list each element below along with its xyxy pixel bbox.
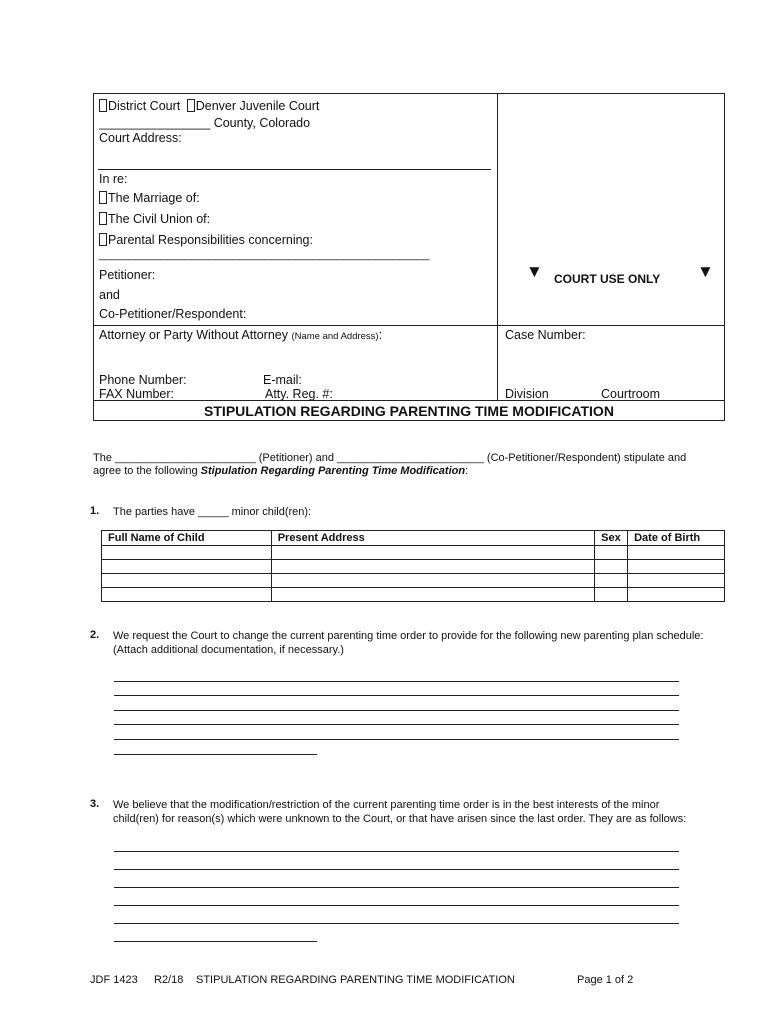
write-line[interactable] <box>114 739 679 740</box>
table-cell[interactable] <box>102 546 272 560</box>
fax-label: FAX Number: <box>99 387 175 401</box>
civil-union-option <box>99 212 210 226</box>
caption-box <box>93 93 725 401</box>
and-label: and <box>99 288 120 302</box>
table-cell[interactable] <box>102 588 272 602</box>
col-full-name: Full Name of Child <box>102 531 272 546</box>
court-address-line <box>98 169 491 170</box>
attorney-label <box>99 328 382 342</box>
table-row <box>102 546 725 560</box>
write-line[interactable] <box>114 923 679 924</box>
marriage-label: The Marriage of: <box>108 191 200 205</box>
atty-reg-label: Atty. Reg. #: <box>265 387 333 401</box>
form-title: STIPULATION REGARDING PARENTING TIME MODIFICATION <box>93 401 725 421</box>
section-3-line-2: child(ren) for reason(s) which were unknown to the Court, or that have arisen since the last order. They are as follows: <box>113 813 687 825</box>
in-re-label: In re: <box>99 172 128 186</box>
division-label: Division <box>505 387 549 401</box>
court-use-right-arrow-icon: ▼ <box>697 262 714 281</box>
petitioner-label: Petitioner: <box>99 268 156 282</box>
caption-separator <box>93 325 725 326</box>
courtroom-label: Courtroom <box>601 387 661 401</box>
attorney-sublabel: (Name and Address) <box>291 331 379 342</box>
write-line[interactable] <box>114 851 679 852</box>
marriage-checkbox[interactable] <box>99 191 107 204</box>
table-cell[interactable] <box>271 574 594 588</box>
intro-line-1: The _______________________ (Petitioner) and ________________________ (Co-Petitioner/Respondent) stipulate and <box>93 452 687 464</box>
civil-union-checkbox[interactable] <box>99 212 107 225</box>
table-row <box>102 588 725 602</box>
table-cell[interactable] <box>595 588 628 602</box>
case-number-label: Case Number: <box>505 328 586 342</box>
children-table <box>101 530 725 602</box>
write-line[interactable] <box>114 887 679 888</box>
civil-union-label: The Civil Union of: <box>108 212 211 226</box>
table-cell[interactable] <box>628 546 725 560</box>
district-court-label: District Court <box>108 99 181 113</box>
email-label: E-mail: <box>263 373 302 387</box>
table-cell[interactable] <box>271 588 594 602</box>
write-line[interactable] <box>114 905 679 906</box>
table-cell[interactable] <box>271 546 594 560</box>
write-line[interactable] <box>114 941 317 942</box>
caption-divider <box>497 93 498 401</box>
write-line[interactable] <box>114 869 679 870</box>
juvenile-court-label: Denver Juvenile Court <box>195 99 320 113</box>
table-row <box>102 574 725 588</box>
table-cell[interactable] <box>271 560 594 574</box>
table-cell[interactable] <box>102 560 272 574</box>
party-name-blank[interactable]: ______________________________________________________ <box>99 249 430 261</box>
write-line[interactable] <box>114 710 679 711</box>
section-3-number: 3. <box>90 798 100 810</box>
table-cell[interactable] <box>628 574 725 588</box>
table-row <box>102 560 725 574</box>
table-cell[interactable] <box>628 560 725 574</box>
juvenile-court-checkbox[interactable] <box>187 99 195 112</box>
court-type-row <box>99 99 319 113</box>
marriage-option <box>99 191 200 205</box>
table-cell[interactable] <box>628 588 725 602</box>
col-sex: Sex <box>595 531 628 546</box>
table-cell[interactable] <box>595 546 628 560</box>
table-cell[interactable] <box>102 574 272 588</box>
col-present-address: Present Address <box>271 531 594 546</box>
children-table-header <box>102 531 725 546</box>
section-1-number: 1. <box>90 505 100 517</box>
write-line[interactable] <box>114 695 679 696</box>
court-use-only-label: COURT USE ONLY <box>554 272 661 286</box>
footer-page-number: Page 1 of 2 <box>577 974 634 986</box>
write-line[interactable] <box>114 754 317 755</box>
write-line[interactable] <box>114 724 679 725</box>
parental-checkbox[interactable] <box>99 233 107 246</box>
intro-line-2 <box>93 464 468 478</box>
parental-option <box>99 233 313 247</box>
footer-title: STIPULATION REGARDING PARENTING TIME MODIFICATION <box>196 974 515 986</box>
footer-form-id: JDF 1423 <box>90 974 138 986</box>
section-2-line-2: (Attach additional documentation, if necessary.) <box>113 644 344 656</box>
section-1-text: The parties have _____ minor child(ren): <box>113 506 312 518</box>
table-cell[interactable] <box>595 574 628 588</box>
parental-label: Parental Responsibilities concerning: <box>108 233 313 247</box>
intro-emphasis: Stipulation Regarding Parenting Time Modification <box>200 465 466 477</box>
court-use-left-arrow-icon: ▼ <box>526 262 543 281</box>
county-line: ________________ County, Colorado <box>99 116 311 130</box>
court-address-label: Court Address: <box>99 131 182 145</box>
intro-suffix: : <box>465 465 469 477</box>
section-2-number: 2. <box>90 629 100 641</box>
attorney-colon: : <box>378 328 383 342</box>
section-3-line-1: We believe that the modification/restriction of the current parenting time order is in the best interests of the minor <box>113 799 660 811</box>
section-2-line-1: We request the Court to change the current parenting time order to provide for the following new parenting plan schedule: <box>113 630 704 642</box>
attorney-label-main: Attorney or Party Without Attorney <box>99 328 288 342</box>
table-cell[interactable] <box>595 560 628 574</box>
district-court-checkbox[interactable] <box>99 99 107 112</box>
write-line[interactable] <box>114 681 679 682</box>
col-date-of-birth: Date of Birth <box>628 531 725 546</box>
co-petitioner-label: Co-Petitioner/Respondent: <box>99 307 247 321</box>
phone-label: Phone Number: <box>99 373 187 387</box>
footer-revision: R2/18 <box>154 974 184 986</box>
intro-prefix: agree to the following <box>93 465 201 477</box>
